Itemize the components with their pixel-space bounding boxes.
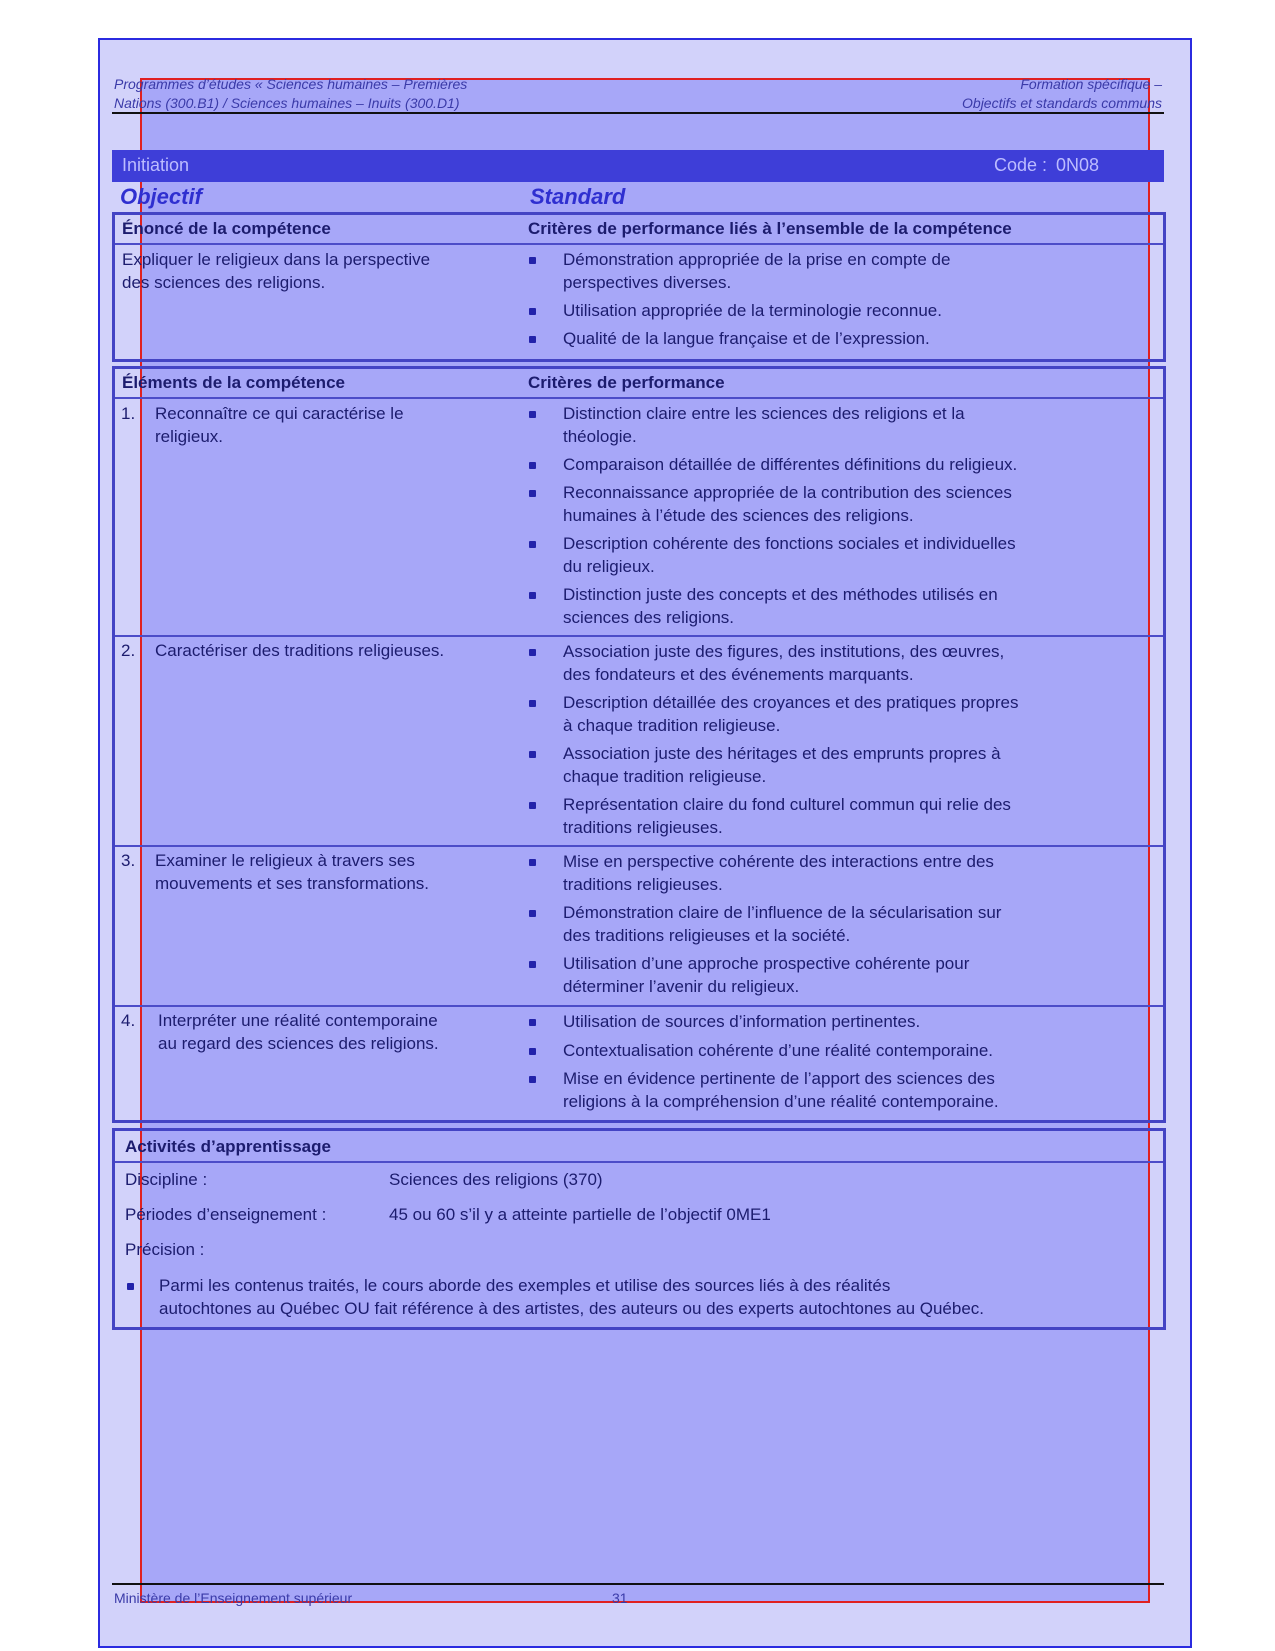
element-criterion-cont: des fondateurs et des événements marquants.	[563, 665, 914, 684]
page-number: 31	[612, 1590, 628, 1606]
bullet-icon	[529, 751, 536, 758]
elements-col2-header: Critères de performance	[528, 373, 725, 392]
bullet-icon	[529, 700, 536, 707]
element-criterion: Association juste des figures, des institutions, des œuvres,	[563, 642, 1005, 661]
element-text: Examiner le religieux à travers ses	[155, 851, 415, 870]
footer-rule	[112, 1583, 1164, 1585]
element-criterion-cont: déterminer l’avenir du religieux.	[563, 977, 800, 996]
bullet-icon	[529, 910, 536, 917]
element-number: 1.	[121, 404, 136, 423]
header-right-line1: Formation spécifique –	[1020, 76, 1162, 92]
bullet-icon	[529, 257, 536, 264]
element-criterion-cont: à chaque tradition religieuse.	[563, 716, 781, 735]
bullet-icon	[529, 541, 536, 548]
title-bar	[112, 150, 1164, 182]
element-criterion: Reconnaissance appropriée de la contribution des sciences	[563, 483, 1012, 502]
element-criterion-cont: religions à la compréhension d’une réalité contemporaine.	[563, 1092, 999, 1111]
element-criterion: Comparaison détaillée de différentes définitions du religieux.	[563, 455, 1018, 474]
bullet-icon	[529, 649, 536, 656]
element-criterion: Mise en évidence pertinente de l’apport des sciences des	[563, 1069, 995, 1088]
bullet-icon	[529, 592, 536, 599]
activites-table	[112, 1128, 1166, 1330]
element-criterion-cont: du religieux.	[563, 557, 655, 576]
competence-col1-header: Énoncé de la compétence	[122, 219, 331, 238]
competence-criterion: Démonstration appropriée de la prise en compte de	[563, 250, 951, 269]
row-divider	[115, 1005, 1163, 1007]
bullet-icon	[529, 1076, 536, 1083]
competence-statement-line2: des sciences des religions.	[122, 273, 326, 292]
element-criterion: Représentation claire du fond culturel commun qui relie des	[563, 795, 1011, 814]
element-criterion: Utilisation d’une approche prospective cohérente pour	[563, 954, 970, 973]
elements-col1-header: Éléments de la compétence	[122, 373, 345, 392]
element-criterion-cont: sciences des religions.	[563, 608, 735, 627]
element-criterion: Description détaillée des croyances et des pratiques propres	[563, 693, 1019, 712]
footer-ministry: Ministère de l’Enseignement supérieur	[114, 1590, 353, 1606]
objectif-heading: Objectif	[120, 184, 202, 209]
header-left-line1: Programmes d’études « Sciences humaines – Premières	[114, 76, 468, 92]
discipline-value: Sciences des religions (370)	[389, 1170, 603, 1189]
row-divider	[115, 635, 1163, 637]
bullet-icon	[529, 802, 536, 809]
activites-header: Activités d’apprentissage	[125, 1137, 331, 1156]
bullet-icon	[529, 411, 536, 418]
precision-item-cont: autochtones au Québec OU fait référence à des artistes, des auteurs ou des experts autochtones au Québec.	[159, 1299, 985, 1318]
element-text-cont: au regard des sciences des religions.	[158, 1034, 439, 1053]
element-criterion-cont: traditions religieuses.	[563, 818, 723, 837]
row-divider	[115, 845, 1163, 847]
competence-col2-header: Critères de performance liés à l’ensemble de la compétence	[528, 219, 1012, 238]
precision-item: Parmi les contenus traités, le cours aborde des exemples et utilise des sources liés à des réalités	[159, 1276, 891, 1295]
element-criterion-cont: des traditions religieuses et la société.	[563, 926, 851, 945]
bullet-icon	[529, 308, 536, 315]
discipline-label: Discipline :	[125, 1170, 208, 1189]
element-number: 3.	[121, 851, 136, 870]
competence-statement-line1: Expliquer le religieux dans la perspective	[122, 250, 431, 269]
periodes-label: Périodes d’enseignement :	[125, 1205, 327, 1224]
element-criterion: Association juste des héritages et des emprunts propres à	[563, 744, 1001, 763]
element-criterion: Utilisation de sources d’information pertinentes.	[563, 1012, 921, 1031]
bullet-icon	[529, 336, 536, 343]
bullet-icon	[529, 490, 536, 497]
element-criterion: Distinction juste des concepts et des méthodes utilisés en	[563, 585, 998, 604]
competence-table	[112, 212, 1166, 362]
bullet-icon	[127, 1283, 134, 1290]
section-title: Initiation	[122, 155, 190, 175]
bullet-icon	[529, 1019, 536, 1026]
header-left-line2: Nations (300.B1) / Sciences humaines – Inuits (300.D1)	[114, 95, 460, 111]
element-criterion-cont: humaines à l’étude des sciences des religions.	[563, 506, 914, 525]
header-rule	[112, 112, 1164, 114]
table-header-divider	[115, 1161, 1163, 1163]
element-text: Reconnaître ce qui caractérise le	[155, 404, 404, 423]
bullet-icon	[529, 1048, 536, 1055]
element-criterion: Démonstration claire de l’influence de la sécularisation sur	[563, 903, 1002, 922]
element-criterion-cont: traditions religieuses.	[563, 875, 723, 894]
precision-label: Précision :	[125, 1240, 205, 1259]
elements-table	[112, 366, 1166, 1123]
bullet-icon	[529, 462, 536, 469]
bullet-icon	[529, 859, 536, 866]
periodes-value: 45 ou 60 s’il y a atteinte partielle de l’objectif 0ME1	[389, 1205, 771, 1224]
competence-criterion: Utilisation appropriée de la terminologie reconnue.	[563, 301, 942, 320]
table-header-divider	[115, 243, 1163, 245]
element-criterion-cont: chaque tradition religieuse.	[563, 767, 767, 786]
document-content	[112, 0, 1164, 1651]
element-criterion: Contextualisation cohérente d’une réalité contemporaine.	[563, 1041, 993, 1060]
element-text-cont: mouvements et ses transformations.	[155, 874, 430, 893]
table-header-divider	[115, 397, 1163, 399]
standard-heading: Standard	[530, 184, 626, 209]
element-criterion: Description cohérente des fonctions sociales et individuelles	[563, 534, 1016, 553]
competence-criterion-cont: perspectives diverses.	[563, 273, 732, 292]
element-number: 2.	[121, 641, 136, 660]
element-criterion: Mise en perspective cohérente des interactions entre des	[563, 852, 994, 871]
bullet-icon	[529, 961, 536, 968]
header-right-line2: Objectifs et standards communs	[962, 95, 1162, 111]
element-text-cont: religieux.	[155, 427, 224, 446]
code-value: 0N08	[1056, 155, 1100, 175]
element-text: Caractériser des traditions religieuses.	[155, 641, 445, 660]
element-number: 4.	[121, 1011, 136, 1030]
code-label: Code :	[994, 155, 1048, 175]
element-criterion-cont: théologie.	[563, 427, 637, 446]
competence-criterion: Qualité de la langue française et de l’expression.	[563, 329, 930, 348]
element-text: Interpréter une réalité contemporaine	[158, 1011, 438, 1030]
element-criterion: Distinction claire entre les sciences des religions et la	[563, 404, 965, 423]
